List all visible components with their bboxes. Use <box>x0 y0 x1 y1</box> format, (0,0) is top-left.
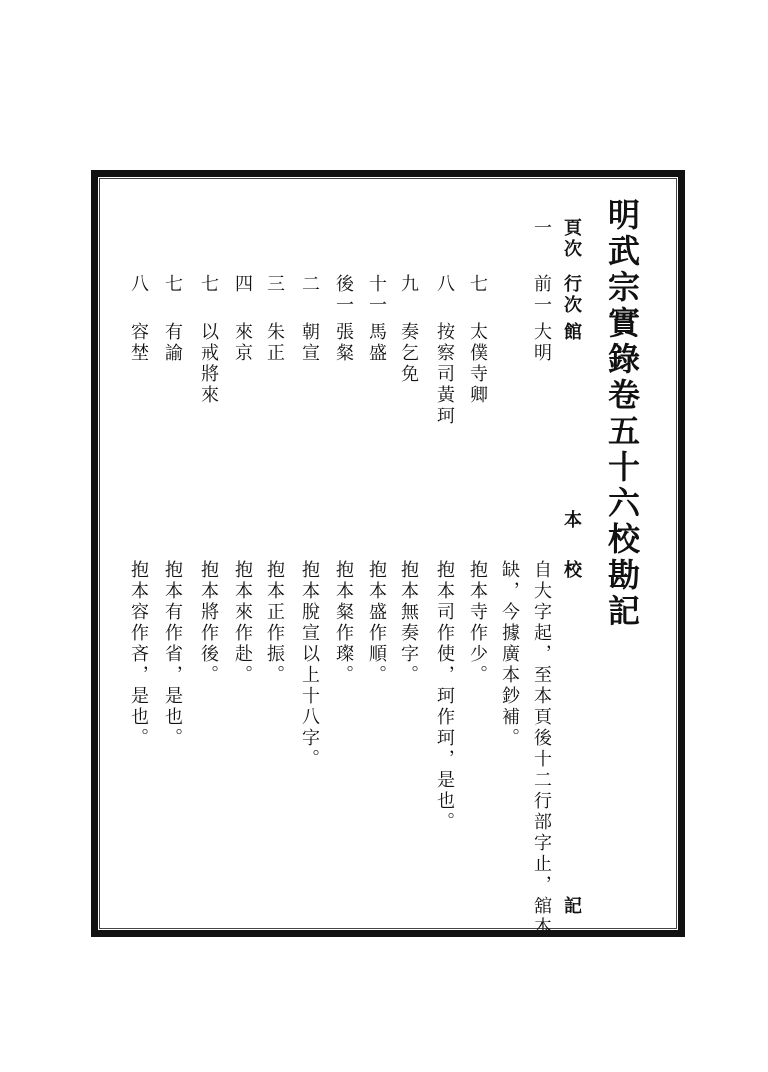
header-ben: 本 <box>561 510 582 531</box>
header-jiao: 校 <box>561 560 582 581</box>
header-ji: 記 <box>561 896 582 917</box>
entry-word: 奏乞免 <box>398 322 419 385</box>
entry-note: 抱本正作振。 <box>264 560 285 686</box>
entry-note: 缺，今據廣本鈔補。 <box>499 560 520 749</box>
header-word: 館 <box>561 322 582 343</box>
header-page: 頁次 <box>561 218 582 260</box>
entry-word: 馬盛 <box>366 322 387 364</box>
entry-line: 八 <box>434 274 455 295</box>
entry-line: 四 <box>232 274 253 295</box>
entry-line: 七 <box>162 274 183 295</box>
entry-word: 按察司黃珂 <box>434 322 455 427</box>
entry-word: 容埜 <box>128 322 149 364</box>
entry-note: 抱本盛作順。 <box>366 560 387 686</box>
entry-line: 三 <box>264 274 285 295</box>
entry-line: 十一 <box>366 274 387 316</box>
entry-word: 張粲 <box>333 322 354 364</box>
entry-note: 抱本脫宣以上十八字。 <box>299 560 320 770</box>
entry-note: 抱本司作使，珂作珂，是也。 <box>434 560 455 833</box>
entry-word: 大明 <box>531 322 552 364</box>
entry-note: 抱本有作省，是也。 <box>162 560 183 749</box>
entry-word: 朱正 <box>264 322 285 364</box>
entry-line: 七 <box>467 274 488 295</box>
entry-line: 後一 <box>333 274 354 316</box>
entry-word: 有諭 <box>162 322 183 364</box>
entry-note: 抱本將作後。 <box>198 560 219 686</box>
entry-word: 太僕寺卿 <box>467 322 488 406</box>
entry-note: 抱本粲作璨。 <box>333 560 354 686</box>
entry-note: 抱本寺作少。 <box>467 560 488 686</box>
entry-note: 抱本無奏字。 <box>398 560 419 686</box>
entry-line: 二 <box>299 274 320 295</box>
entry-note: 抱本容作吝，是也。 <box>128 560 149 749</box>
entry-word: 來京 <box>232 322 253 364</box>
entry-line: 九 <box>398 274 419 295</box>
entry-note: 自大字起，至本頁後十二行部字止，舘本 <box>531 560 552 938</box>
entry-word: 以戒將來 <box>198 322 219 406</box>
entry-line: 七 <box>198 274 219 295</box>
header-line: 行次 <box>561 274 582 316</box>
document-title: 明武宗實錄卷五十六校勘記 <box>603 198 641 630</box>
entry-word: 朝宣 <box>299 322 320 364</box>
page-inner-rule <box>99 178 677 929</box>
entry-line: 八 <box>128 274 149 295</box>
entry-page: 一 <box>531 218 552 239</box>
entry-note: 抱本來作赴。 <box>232 560 253 686</box>
entry-line: 前一 <box>531 274 552 316</box>
